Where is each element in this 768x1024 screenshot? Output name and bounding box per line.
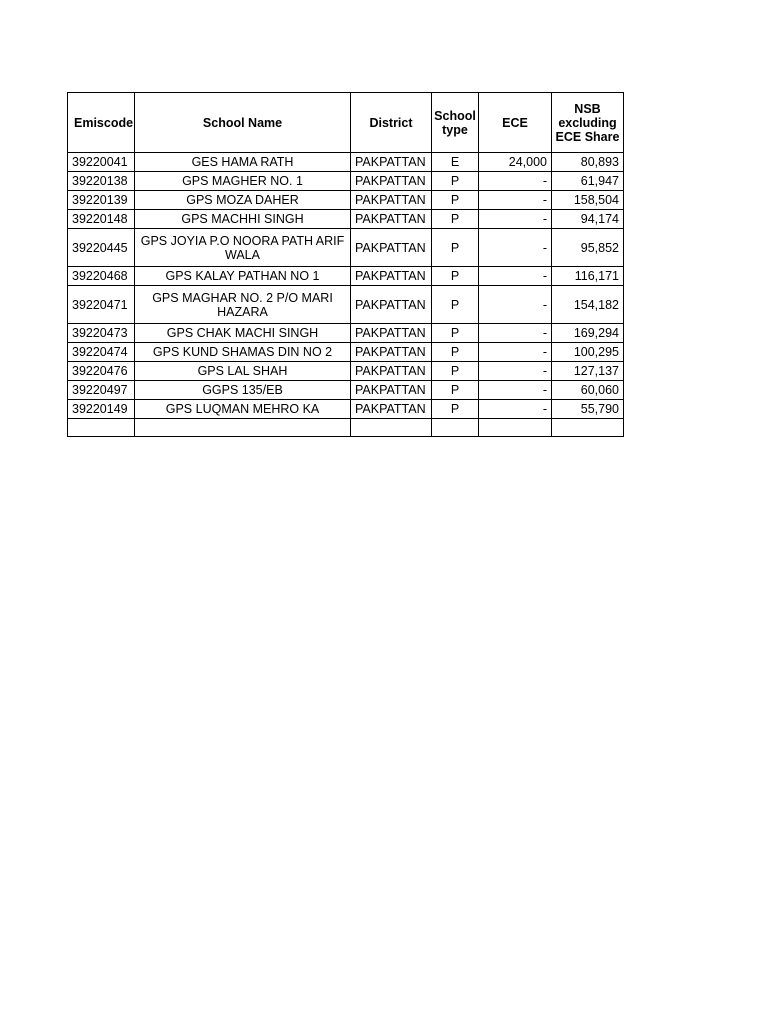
table-row [68, 153, 624, 172]
header-nsb: NSB excluding ECE Share [552, 93, 624, 153]
cell-emiscode: 39220149 [68, 400, 135, 419]
header-ece: ECE [479, 93, 552, 153]
cell-ece: - [479, 362, 552, 381]
table-row [68, 362, 624, 381]
cell-district: PAKPATTAN [351, 153, 432, 172]
cell-district: PAKPATTAN [351, 400, 432, 419]
table-row [68, 191, 624, 210]
cell-school-name: GPS LAL SHAH [135, 362, 351, 381]
cell-school-name: GPS JOYIA P.O NOORA PATH ARIF WALA [135, 229, 351, 267]
cell-district: PAKPATTAN [351, 324, 432, 343]
cell-school-type: P [432, 172, 479, 191]
empty-cell [552, 419, 624, 437]
header-district: District [351, 93, 432, 153]
cell-school-name: GPS CHAK MACHI SINGH [135, 324, 351, 343]
cell-nsb: 127,137 [552, 362, 624, 381]
cell-emiscode: 39220473 [68, 324, 135, 343]
table-row [68, 267, 624, 286]
cell-district: PAKPATTAN [351, 343, 432, 362]
cell-ece: - [479, 229, 552, 267]
cell-nsb: 95,852 [552, 229, 624, 267]
cell-nsb: 158,504 [552, 191, 624, 210]
header-school-name: School Name [135, 93, 351, 153]
cell-ece: - [479, 191, 552, 210]
cell-district: PAKPATTAN [351, 172, 432, 191]
cell-school-name: GPS MOZA DAHER [135, 191, 351, 210]
table-row [68, 286, 624, 324]
cell-school-name: GPS MAGHAR NO. 2 P/O MARI HAZARA [135, 286, 351, 324]
cell-school-type: P [432, 286, 479, 324]
table-row [68, 381, 624, 400]
cell-emiscode: 39220497 [68, 381, 135, 400]
schools-table [67, 92, 624, 437]
cell-school-type: P [432, 343, 479, 362]
cell-nsb: 60,060 [552, 381, 624, 400]
cell-emiscode: 39220468 [68, 267, 135, 286]
header-school-type: School type [432, 93, 479, 153]
cell-school-type: P [432, 210, 479, 229]
empty-cell [432, 419, 479, 437]
cell-district: PAKPATTAN [351, 229, 432, 267]
empty-row [68, 419, 624, 437]
cell-school-name: GPS MAGHER NO. 1 [135, 172, 351, 191]
cell-ece: - [479, 400, 552, 419]
cell-ece: - [479, 286, 552, 324]
cell-school-name: GGPS 135/EB [135, 381, 351, 400]
cell-district: PAKPATTAN [351, 362, 432, 381]
cell-school-type: P [432, 324, 479, 343]
cell-emiscode: 39220139 [68, 191, 135, 210]
cell-nsb: 80,893 [552, 153, 624, 172]
cell-school-type: P [432, 381, 479, 400]
cell-district: PAKPATTAN [351, 210, 432, 229]
cell-school-type: P [432, 229, 479, 267]
cell-school-type: P [432, 191, 479, 210]
cell-school-name: GES HAMA RATH [135, 153, 351, 172]
table-row [68, 343, 624, 362]
header-emiscode: Emiscode [68, 93, 135, 153]
table-row [68, 324, 624, 343]
cell-ece: - [479, 324, 552, 343]
cell-ece: - [479, 267, 552, 286]
cell-district: PAKPATTAN [351, 191, 432, 210]
cell-ece: 24,000 [479, 153, 552, 172]
cell-nsb: 61,947 [552, 172, 624, 191]
cell-emiscode: 39220138 [68, 172, 135, 191]
cell-ece: - [479, 381, 552, 400]
table-row [68, 210, 624, 229]
cell-emiscode: 39220148 [68, 210, 135, 229]
header-row [68, 93, 624, 153]
cell-ece: - [479, 172, 552, 191]
cell-nsb: 169,294 [552, 324, 624, 343]
cell-school-type: E [432, 153, 479, 172]
cell-emiscode: 39220471 [68, 286, 135, 324]
empty-cell [135, 419, 351, 437]
cell-nsb: 154,182 [552, 286, 624, 324]
table-row [68, 229, 624, 267]
cell-emiscode: 39220476 [68, 362, 135, 381]
cell-school-type: P [432, 362, 479, 381]
cell-school-type: P [432, 400, 479, 419]
cell-nsb: 100,295 [552, 343, 624, 362]
empty-cell [479, 419, 552, 437]
cell-district: PAKPATTAN [351, 267, 432, 286]
cell-school-type: P [432, 267, 479, 286]
cell-school-name: GPS KALAY PATHAN NO 1 [135, 267, 351, 286]
cell-district: PAKPATTAN [351, 286, 432, 324]
cell-district: PAKPATTAN [351, 381, 432, 400]
cell-nsb: 55,790 [552, 400, 624, 419]
cell-school-name: GPS MACHHI SINGH [135, 210, 351, 229]
table-row [68, 400, 624, 419]
cell-emiscode: 39220041 [68, 153, 135, 172]
cell-school-name: GPS KUND SHAMAS DIN NO 2 [135, 343, 351, 362]
empty-cell [68, 419, 135, 437]
cell-nsb: 94,174 [552, 210, 624, 229]
cell-ece: - [479, 343, 552, 362]
cell-ece: - [479, 210, 552, 229]
cell-nsb: 116,171 [552, 267, 624, 286]
cell-emiscode: 39220445 [68, 229, 135, 267]
cell-emiscode: 39220474 [68, 343, 135, 362]
cell-school-name: GPS LUQMAN MEHRO KA [135, 400, 351, 419]
table-row [68, 172, 624, 191]
empty-cell [351, 419, 432, 437]
